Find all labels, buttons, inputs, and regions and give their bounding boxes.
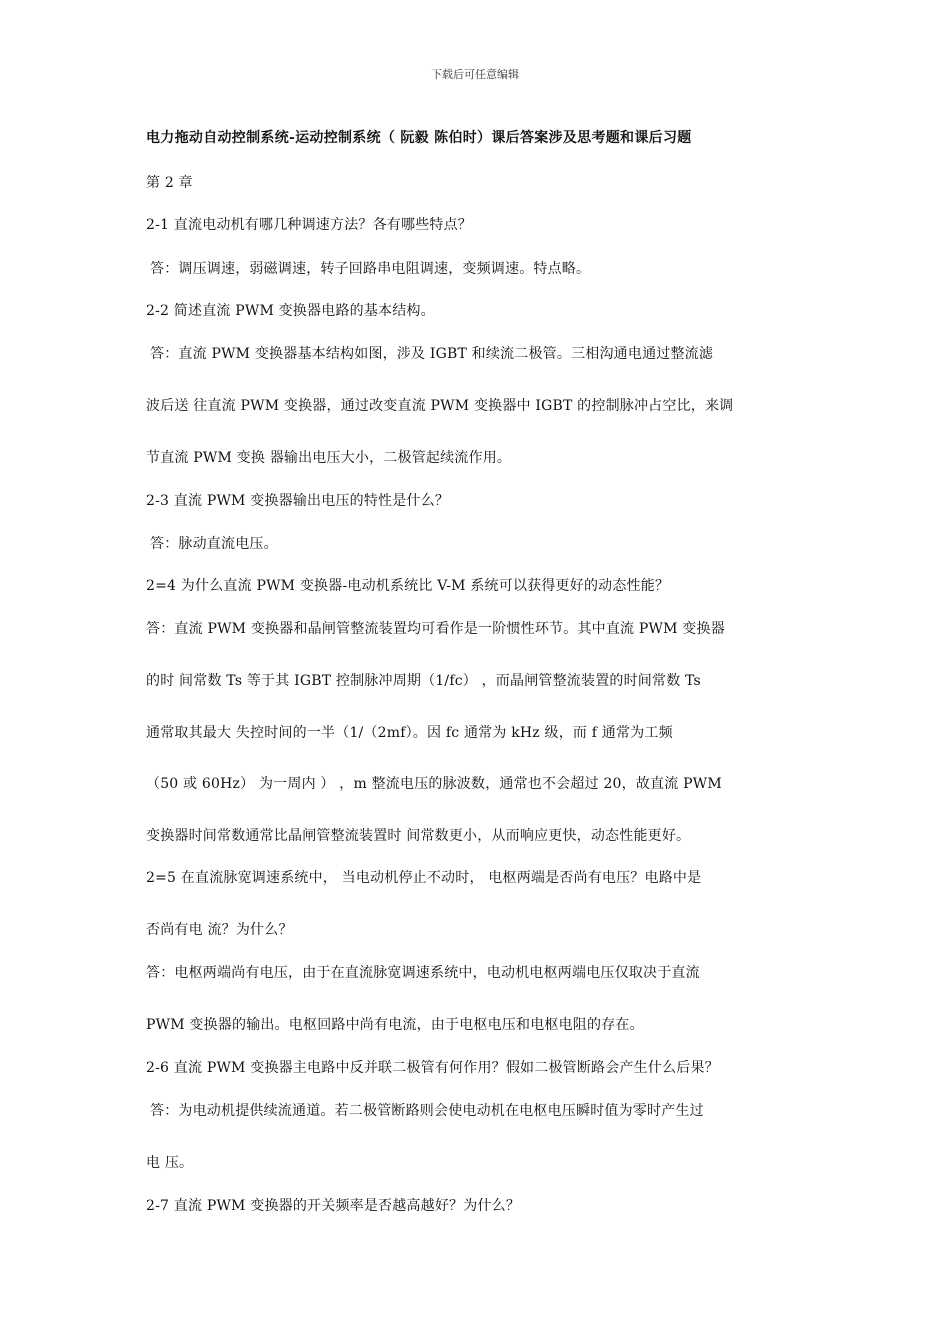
answer-2-4-line-4: （50 或 60Hz） 为一周内 ） ，m 整流电压的脉波数，通常也不会超过 20，故直流 PWM	[146, 776, 722, 792]
document-title: 电力拖动自动控制系统-运动控制系统（ 阮毅 陈伯时）课后答案涉及思考题和课后习题	[146, 130, 692, 146]
answer-2-1: 答：调压调速，弱磁调速，转子回路串电阻调速，变频调速。特点略。	[150, 261, 591, 277]
answer-2-6-line-1: 答：为电动机提供续流通道。若二极管断路则会使电动机在电枢电压瞬时值为零时产生过	[150, 1103, 704, 1119]
answer-2-3: 答：脉动直流电压。	[150, 536, 278, 552]
answer-2-6-line-2: 电 压。	[146, 1155, 194, 1171]
question-2-3: 2-3 直流 PWM 变换器输出电压的特性是什么？	[146, 493, 450, 509]
answer-2-4-line-5: 变换器时间常数通常比晶闸管整流装置时 间常数更小，从而响应更快，动态性能更好。	[146, 828, 691, 844]
question-2-7: 2-7 直流 PWM 变换器的开关频率是否越高越好？为什么？	[146, 1198, 521, 1214]
question-2-1: 2-1 直流电动机有哪几种调速方法？各有哪些特点？	[146, 217, 472, 233]
answer-2-5-line-2: PWM 变换器的输出。电枢回路中尚有电流，由于电枢电压和电枢电阻的存在。	[146, 1017, 644, 1033]
question-2-2: 2-2 简述直流 PWM 变换器电路的基本结构。	[146, 303, 435, 319]
page-header: 下载后可任意编辑	[431, 68, 519, 81]
answer-2-2-line-1: 答：直流 PWM 变换器基本结构如图，涉及 IGBT 和续流二极管。三相沟通电通过整流滤	[150, 346, 714, 362]
answer-2-2-line-2: 波后送 往直流 PWM 变换器，通过改变直流 PWM 变换器中 IGBT 的控制脉冲占空比，来调	[146, 398, 734, 414]
answer-2-2-line-3: 节直流 PWM 变换 器输出电压大小，二极管起续流作用。	[146, 450, 512, 466]
answer-2-4-line-3: 通常取其最大 失控时间的一半（1/（2mf）。因 fc 通常为 kHz 级，而 f 通常为工频	[146, 725, 673, 741]
question-2-5-line-1: 2=5 在直流脉宽调速系统中， 当电动机停止不动时， 电枢两端是否尚有电压？电路中是	[146, 870, 702, 886]
question-2-5-line-2: 否尚有电 流？为什么？	[146, 922, 293, 938]
chapter-heading: 第 2 章	[146, 175, 193, 191]
answer-2-4-line-2: 的时 间常数 Ts 等于其 IGBT 控制脉冲周期（1/fc） ，而晶闸管整流装置的时间常数 Ts	[146, 673, 701, 689]
answer-2-5-line-1: 答：电枢两端尚有电压，由于在直流脉宽调速系统中，电动机电枢两端电压仅取决于直流	[146, 965, 700, 981]
answer-2-4-line-1: 答：直流 PWM 变换器和晶闸管整流装置均可看作是一阶惯性环节。其中直流 PWM 变换器	[146, 621, 725, 637]
question-2-4: 2=4 为什么直流 PWM 变换器-电动机系统比 V-M 系统可以获得更好的动态性能？	[146, 578, 670, 594]
question-2-6: 2-6 直流 PWM 变换器主电路中反并联二极管有何作用？假如二极管断路会产生什么后果？	[146, 1060, 719, 1076]
